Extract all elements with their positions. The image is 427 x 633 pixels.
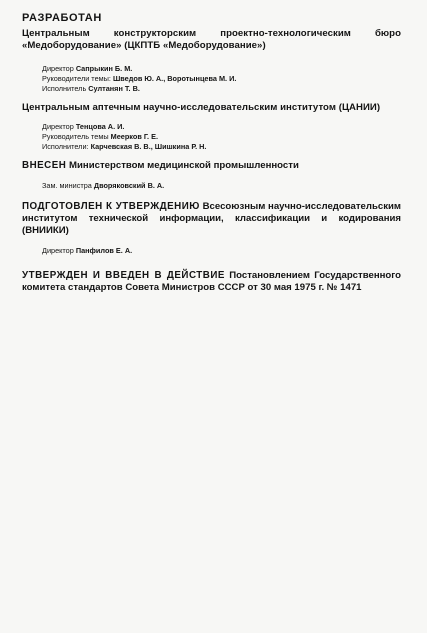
person-name: Шведов Ю. А., Воротынцева М. И. [112,74,237,83]
prepared-text: Всесоюзным научно-исследовательским институтом технической информации, классификации и кодирования (ВНИИКИ) [22,201,401,236]
person-line [42,142,401,152]
person-role: Руководители темы: [42,74,111,83]
developed-heading: РАЗРАБОТАН [22,12,102,24]
person-line [42,74,401,84]
prepared-block [22,201,401,237]
person-line [42,181,401,191]
introduced-people [22,181,401,191]
person-role: Директор [42,122,74,131]
introduced-text: Министерством медицинской промышленности [69,160,299,171]
prepared-people [22,246,401,256]
person-name: Панфилов Е. А. [75,246,133,255]
introduced-heading: ВНЕСЕН [22,160,67,171]
developed-org1-people [22,64,401,94]
developed-org1-text: Центральным конструкторским проектно-технологическим бюро «Медоборудование» (ЦКПТБ «Медоборудование») [22,28,401,51]
person-line [42,246,401,256]
introduced-block [22,160,401,172]
person-line [42,132,401,142]
person-role: Исполнитель [42,84,87,93]
person-name: Султанян Т. В. [88,84,140,93]
person-line [42,122,401,132]
person-role: Зам. министра [42,181,92,190]
approved-heading: УТВЕРЖДЕН И ВВЕДЕН В ДЕЙСТВИЕ [22,270,225,281]
person-role: Директор [42,246,74,255]
person-role: Исполнители: [42,142,89,151]
developed-org2-text: Центральным аптечным научно-исследовательским институтом (ЦАНИИ) [22,102,381,113]
person-role: Директор [42,64,74,73]
person-name: Тенцова А. И. [75,122,125,131]
person-line [42,64,401,74]
person-name: Меерков Г. Е. [110,132,159,141]
person-name: Карчевская В. В., Шишкина Р. Н. [90,142,207,151]
person-role: Руководитель темы [42,132,109,141]
person-name: Дворяковский В. А. [93,181,165,190]
developed-org2-people [22,122,401,152]
person-name: Сапрыкин Б. М. [75,64,133,73]
prepared-heading: ПОДГОТОВЛЕН К УТВЕРЖДЕНИЮ [22,201,200,212]
approved-block [22,270,401,294]
approved-text: Постановлением Государственного комитета стандартов Совета Министров СССР от 30 мая 1975 г. № 1471 [22,270,402,293]
person-line [42,84,401,94]
